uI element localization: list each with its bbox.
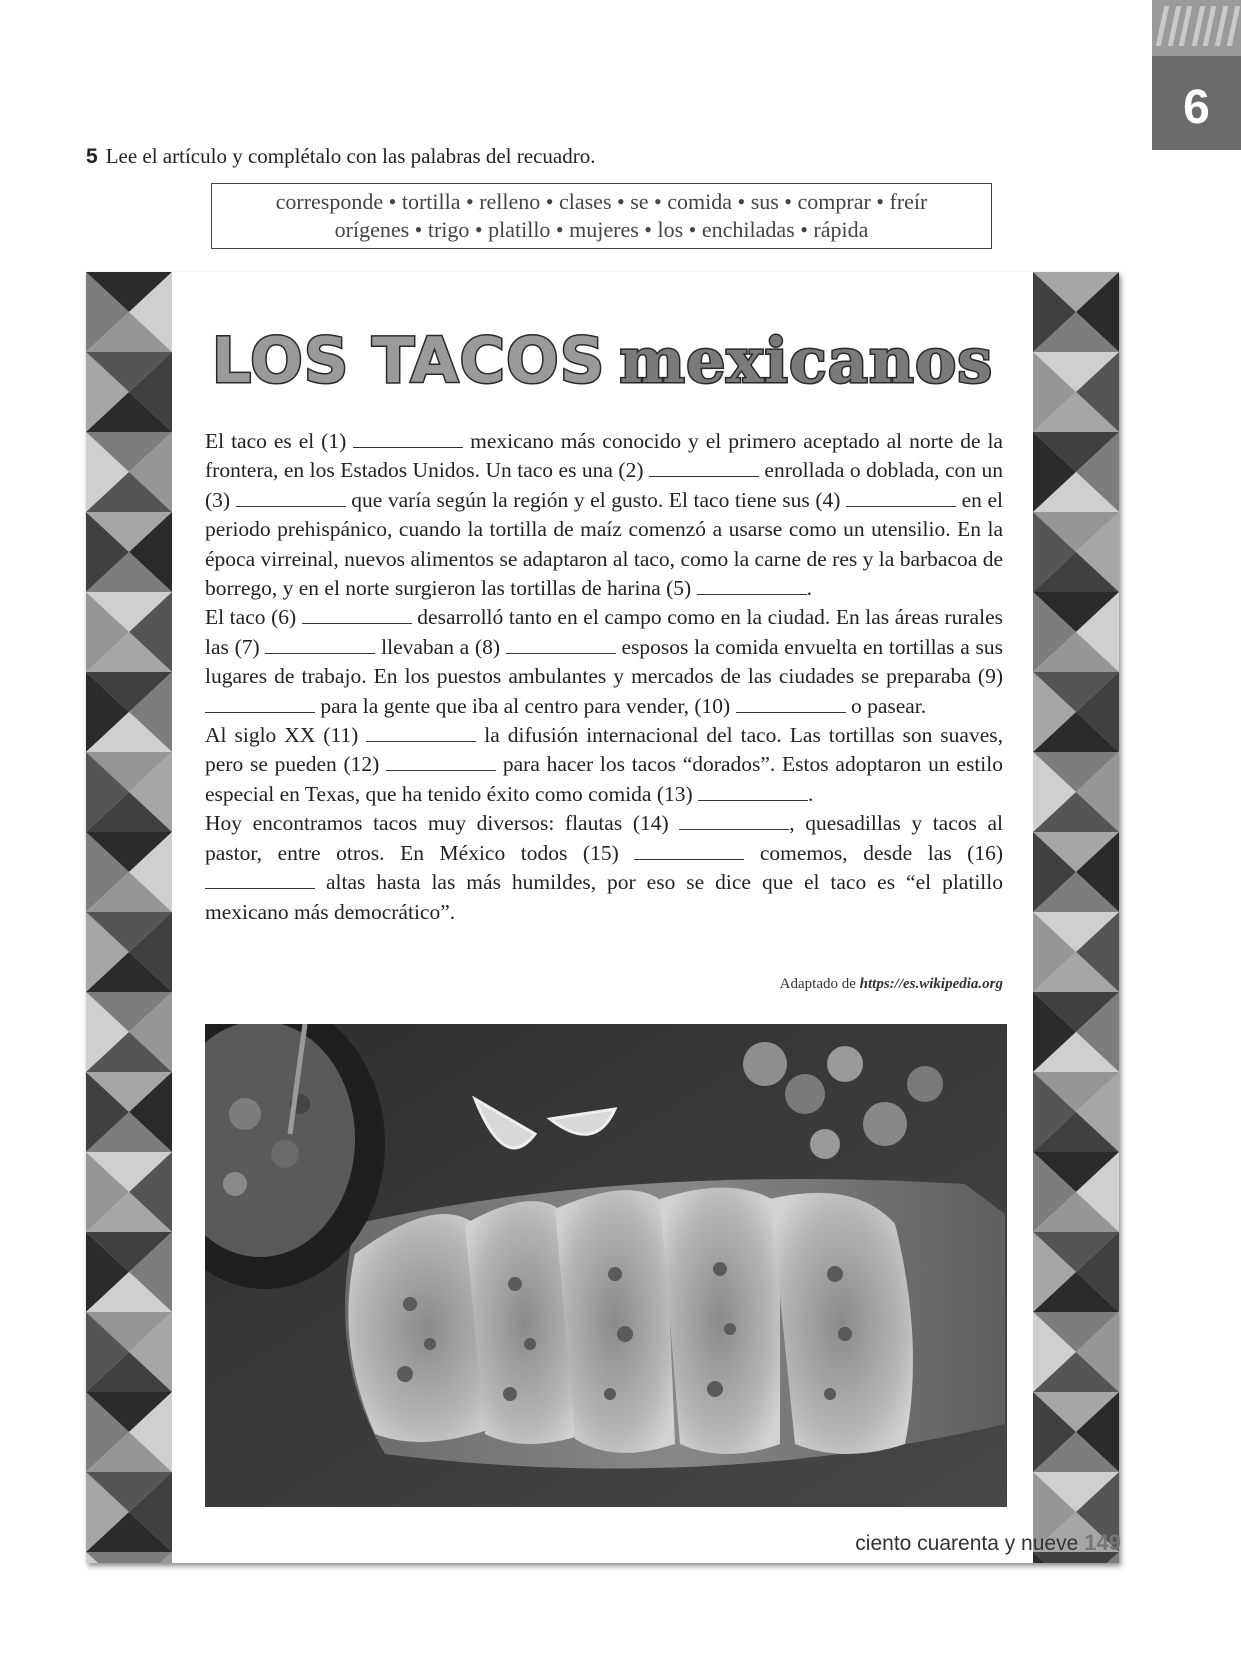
article-text: la difusión internacional del taco. Las tortillas son suaves, pero se pueden (12) [205, 723, 1003, 777]
chapter-tab-texture [1152, 0, 1241, 56]
chapter-tab [1152, 0, 1241, 150]
article-text: para hacer los tacos “dorados”. Estos adoptaron un estilo especial en Texas, que ha tenido éxito como comida (13) [205, 752, 1003, 806]
chapter-number: 6 [1183, 81, 1210, 134]
source-prefix: Adaptado de [779, 976, 860, 992]
fill-in-blank[interactable] [698, 782, 808, 801]
tacos [348, 1188, 913, 1454]
article-text: , quesadillas y tacos al pastor, entre otros. En México todos (15) [205, 811, 1003, 865]
fill-in-blank[interactable] [649, 458, 759, 477]
article-text: altas hasta las más humildes, por eso se dice que el taco es “el platillo mexicano más democrático”. [205, 870, 1003, 924]
word-box-line-2: orígenes • trigo • platillo • mujeres • los • enchiladas • rápida [334, 217, 869, 242]
article-paragraph [205, 603, 1003, 721]
word-box [211, 183, 992, 249]
fill-in-blank[interactable] [236, 488, 346, 507]
fill-in-blank[interactable] [506, 635, 616, 654]
article-text: desarrolló tanto en el campo como en la ciudad. En las áreas rurales las (7) [205, 605, 1003, 659]
fill-in-blank[interactable] [736, 694, 846, 713]
fill-in-blank[interactable] [846, 488, 956, 507]
fill-in-blank[interactable] [205, 694, 315, 713]
article-text: comemos, desde las (16) [744, 840, 1003, 865]
article-frame [86, 272, 1119, 1563]
fill-in-blank[interactable] [634, 841, 744, 860]
word-box-line-1: corresponde • tortilla • relleno • clases • se • comida • sus • comprar • freír [275, 189, 928, 214]
article-text: enrollada o doblada, con un (3) [205, 458, 1003, 512]
article-text: Hoy encontramos tacos muy diversos: flautas (14) [205, 811, 680, 836]
source-url: https://es.wikipedia.org [859, 976, 1003, 992]
article-text: . [808, 781, 814, 806]
page-number-words: ciento cuarenta y nueve [855, 1532, 1079, 1555]
article-text: El taco (6) [205, 605, 302, 630]
article-body [205, 427, 1003, 927]
left-geometric-border [86, 272, 172, 1563]
right-geometric-border [1033, 272, 1119, 1563]
article-text: Al siglo XX (11) [205, 723, 367, 748]
fill-in-blank[interactable] [679, 811, 789, 830]
fill-in-blank[interactable] [386, 752, 496, 771]
tacos-photo [205, 1024, 1007, 1507]
fill-in-blank[interactable] [366, 723, 476, 742]
border-triangle [86, 1552, 172, 1563]
article-text: esposos la comida envuelta en tortillas a sus lugares de trabajo. En los puestos ambulantes y mercados de las ciudades se preparaba (9) [205, 634, 1004, 689]
article-text: en el periodo prehispánico, cuando la tortilla de maíz comenzó a usarse como un utensilio. En la época virreinal, nuevos alimentos se adaptaron al taco, como la carne de res y la barbacoa de borrego, y en el norte surgieron las tortillas de harina (5) [205, 487, 1004, 601]
article-paragraph [205, 809, 1003, 927]
fill-in-blank[interactable] [205, 870, 315, 889]
article-text: . [806, 576, 812, 601]
article-text: para la gente que iba al centro para vender, (10) [315, 693, 736, 718]
article-text: El taco es el (1) [205, 429, 354, 453]
article-source [205, 976, 1003, 993]
fill-in-blank[interactable] [353, 429, 463, 448]
page-number: 149 [1084, 1530, 1121, 1555]
article-text: llevaban a (8) [375, 634, 506, 659]
exercise-heading [86, 144, 595, 169]
article-paragraph [205, 721, 1003, 809]
article-title-main: LOS TACOS [211, 324, 606, 397]
page-footer [855, 1530, 1121, 1556]
fill-in-blank[interactable] [697, 576, 807, 595]
article-text: o pasear. [845, 693, 927, 718]
article-text: mexicano más conocido y el primero aceptado al norte de la frontera, en los Estados Unidos. Un taco es una (2) [205, 429, 1003, 483]
fill-in-blank[interactable] [302, 605, 412, 624]
exercise-instruction: Lee el artículo y complétalo con las palabras del recuadro. [105, 144, 596, 168]
article-title-sub: mexicanos [619, 324, 994, 397]
fill-in-blank[interactable] [265, 635, 375, 654]
article-text: que varía según la región y el gusto. El taco tiene sus (4) [345, 487, 847, 512]
exercise-number: 5 [86, 145, 98, 168]
article-paragraph [205, 427, 1003, 603]
article-title [172, 324, 1033, 397]
